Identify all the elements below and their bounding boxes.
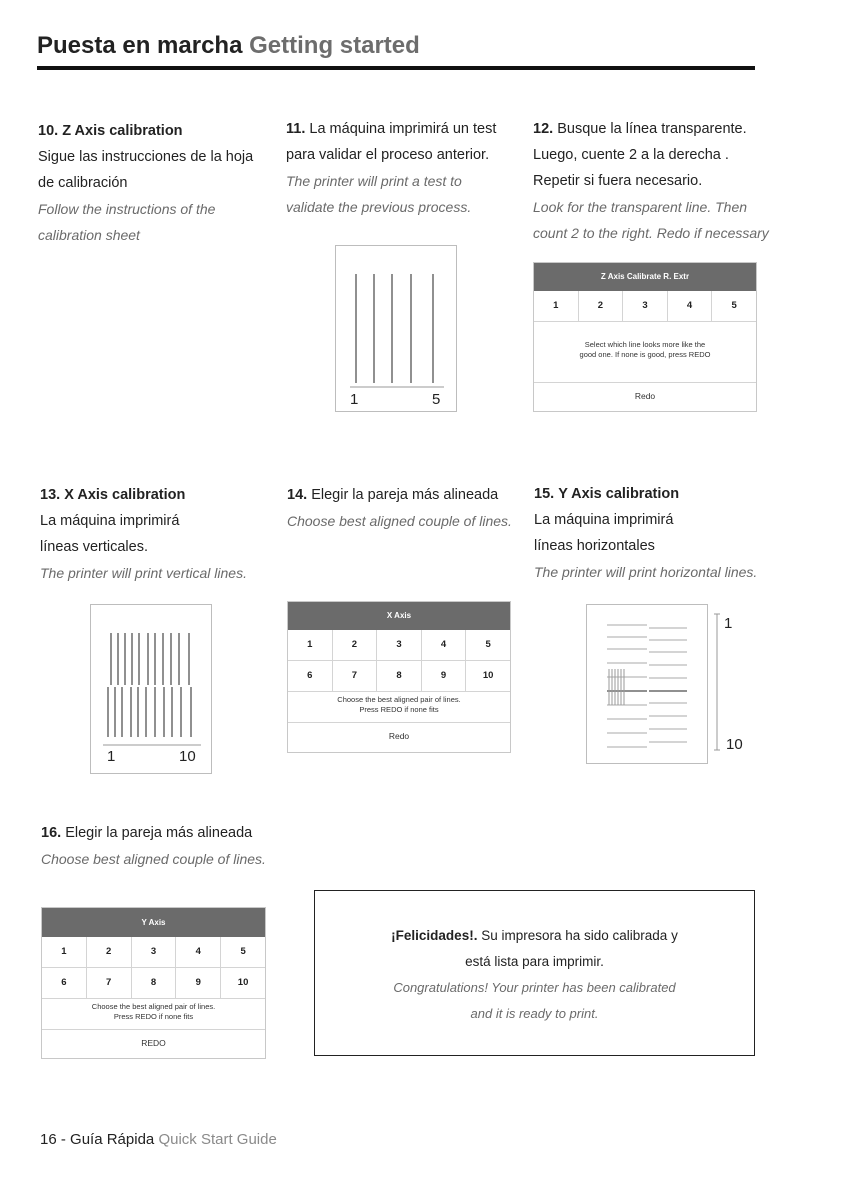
y-test-figure (586, 604, 708, 764)
screen-message-line: Choose the best aligned pair of lines. (91, 1002, 216, 1011)
screen-button-row (288, 630, 510, 661)
screen-option-button[interactable]: 8 (377, 661, 422, 691)
step-number: 15. (534, 486, 555, 502)
congrats-text-en: and it is ready to print. (470, 1006, 599, 1021)
step-text-es: Elegir la pareja más alineada (65, 825, 253, 841)
step-number: 13. (40, 487, 61, 503)
congrats-text-en: Congratulations! Your printer has been calibrated (393, 980, 676, 995)
step-12 (533, 116, 769, 246)
screen-option-button[interactable]: 1 (288, 630, 333, 660)
step-text-en: count 2 to the right. Redo if necessary (533, 225, 769, 241)
step-text-es: Luego, cuente 2 a la derecha . (533, 147, 729, 163)
step-text-en: validate the previous process. (286, 199, 472, 215)
step-text-en: The printer will print a test to (286, 173, 462, 189)
screen-message (534, 322, 756, 383)
redo-button[interactable]: REDO (141, 1038, 166, 1048)
step-text-en: Choose best aligned couple of lines. (41, 851, 266, 867)
step-number: 16. (41, 825, 62, 841)
screen-option-button[interactable]: 2 (87, 937, 132, 967)
congrats-heading: ¡Felicidades!. (391, 928, 478, 943)
screen-message-line: Select which line looks more like the (584, 340, 706, 349)
y-figure-scale (712, 612, 722, 754)
screen-option-button[interactable]: 5 (240, 946, 246, 957)
step-heading: Z Axis calibration (62, 123, 183, 139)
step-text-es: Busque la línea transparente. (557, 121, 747, 137)
screen-message (288, 692, 510, 723)
screen-option-button[interactable]: 4 (422, 630, 467, 660)
screen-button-row (288, 661, 510, 692)
congrats-text-es: está lista para imprimir. (465, 954, 604, 969)
figure-label-bottom: 10 (726, 736, 743, 753)
title-es: Puesta en marcha (37, 32, 243, 59)
step-16 (41, 820, 266, 872)
screen-message-line: good one. If none is good, press REDO (579, 350, 711, 359)
screen-header: X Axis (288, 602, 510, 630)
screen-option-button[interactable]: 5 (731, 300, 737, 311)
step-text-es: líneas horizontales (534, 538, 655, 554)
step-text-en: Choose best aligned couple of lines. (287, 513, 512, 529)
step-text-en: Follow the instructions of the (38, 201, 216, 217)
title-rule (37, 66, 755, 70)
screen-option-button[interactable]: 3 (132, 937, 177, 967)
redo-button[interactable]: Redo (634, 391, 656, 401)
y-test-lines (587, 605, 707, 763)
screen-button-row (534, 291, 756, 322)
x-test-figure (90, 604, 212, 774)
step-text-es: La máquina imprimirá (534, 512, 674, 528)
step-text-en: The printer will print vertical lines. (40, 565, 247, 581)
screen-option-button[interactable]: 4 (176, 937, 221, 967)
figure-label-right: 5 (432, 391, 441, 408)
page-title (37, 32, 420, 60)
screen-option-button[interactable]: 9 (422, 661, 467, 691)
page-footer (40, 1131, 277, 1148)
footer-title-es: Guía Rápida (70, 1131, 155, 1148)
y-axis-screen (41, 907, 266, 1059)
step-11 (286, 116, 496, 220)
step-text-en: The printer will print horizontal lines. (534, 564, 758, 580)
page-number: 16 - (40, 1131, 66, 1148)
screen-message-line: Press REDO if none fits (359, 705, 439, 714)
x-axis-screen (287, 601, 511, 753)
screen-option-button[interactable]: 7 (87, 968, 132, 998)
screen-option-button[interactable]: 4 (668, 291, 713, 321)
screen-option-button[interactable]: 7 (333, 661, 378, 691)
step-15 (534, 481, 757, 585)
screen-option-button[interactable]: 1 (534, 291, 579, 321)
screen-option-button[interactable]: 3 (377, 630, 422, 660)
screen-option-button[interactable]: 9 (176, 968, 221, 998)
screen-button-row (42, 968, 265, 999)
screen-header: Y Axis (42, 908, 265, 937)
step-text-es: Sigue las instrucciones de la hoja (38, 149, 254, 165)
step-text-es: líneas verticales. (40, 539, 148, 555)
redo-button[interactable]: Redo (388, 731, 410, 741)
step-text-es: para validar el proceso anterior. (286, 147, 490, 163)
step-number: 12. (533, 121, 554, 137)
step-text-es: de calibración (38, 175, 128, 191)
step-text-en: Look for the transparent line. Then (533, 199, 748, 215)
step-text-es: La máquina imprimirá (40, 513, 180, 529)
screen-message-line: Press REDO if none fits (113, 1012, 194, 1021)
step-text-en: calibration sheet (38, 227, 140, 243)
screen-option-button[interactable]: 5 (485, 639, 491, 650)
figure-label-right: 10 (179, 748, 196, 765)
screen-header: Z Axis Calibrate R. Extr (534, 263, 756, 291)
step-14 (287, 482, 512, 534)
screen-option-button[interactable]: 2 (333, 630, 378, 660)
step-heading: X Axis calibration (64, 487, 186, 503)
step-13 (40, 482, 247, 586)
congrats-text-es: Su impresora ha sido calibrada y (481, 928, 678, 943)
step-number: 10. (38, 123, 59, 139)
step-heading: Y Axis calibration (558, 486, 680, 502)
screen-option-button[interactable]: 6 (288, 661, 333, 691)
z-test-figure (335, 245, 457, 412)
figure-label-left: 1 (350, 391, 359, 408)
screen-message (42, 999, 265, 1030)
z-calibrate-screen (533, 262, 757, 412)
step-text-es: Repetir si fuera necesario. (533, 173, 703, 189)
screen-message-line: Choose the best aligned pair of lines. (337, 695, 461, 704)
screen-option-button[interactable]: 8 (132, 968, 177, 998)
step-10 (38, 118, 253, 248)
title-en: Getting started (249, 32, 420, 59)
step-text-es: Elegir la pareja más alineada (311, 487, 499, 503)
step-text-es: La máquina imprimirá un test (309, 121, 497, 137)
congratulations-box (314, 890, 755, 1056)
screen-option-button[interactable]: 1 (42, 937, 87, 967)
z-test-lines (336, 246, 456, 411)
figure-label-left: 1 (107, 748, 116, 765)
figure-label-top: 1 (724, 615, 733, 632)
screen-option-button[interactable]: 3 (623, 291, 668, 321)
screen-option-button[interactable]: 6 (42, 968, 87, 998)
step-number: 14. (287, 487, 308, 503)
screen-option-button[interactable]: 10 (482, 670, 494, 681)
footer-title-en: Quick Start Guide (158, 1131, 277, 1148)
step-number: 11. (286, 121, 306, 137)
screen-option-button[interactable]: 10 (237, 977, 249, 988)
screen-option-button[interactable]: 2 (579, 291, 624, 321)
screen-button-row (42, 937, 265, 968)
